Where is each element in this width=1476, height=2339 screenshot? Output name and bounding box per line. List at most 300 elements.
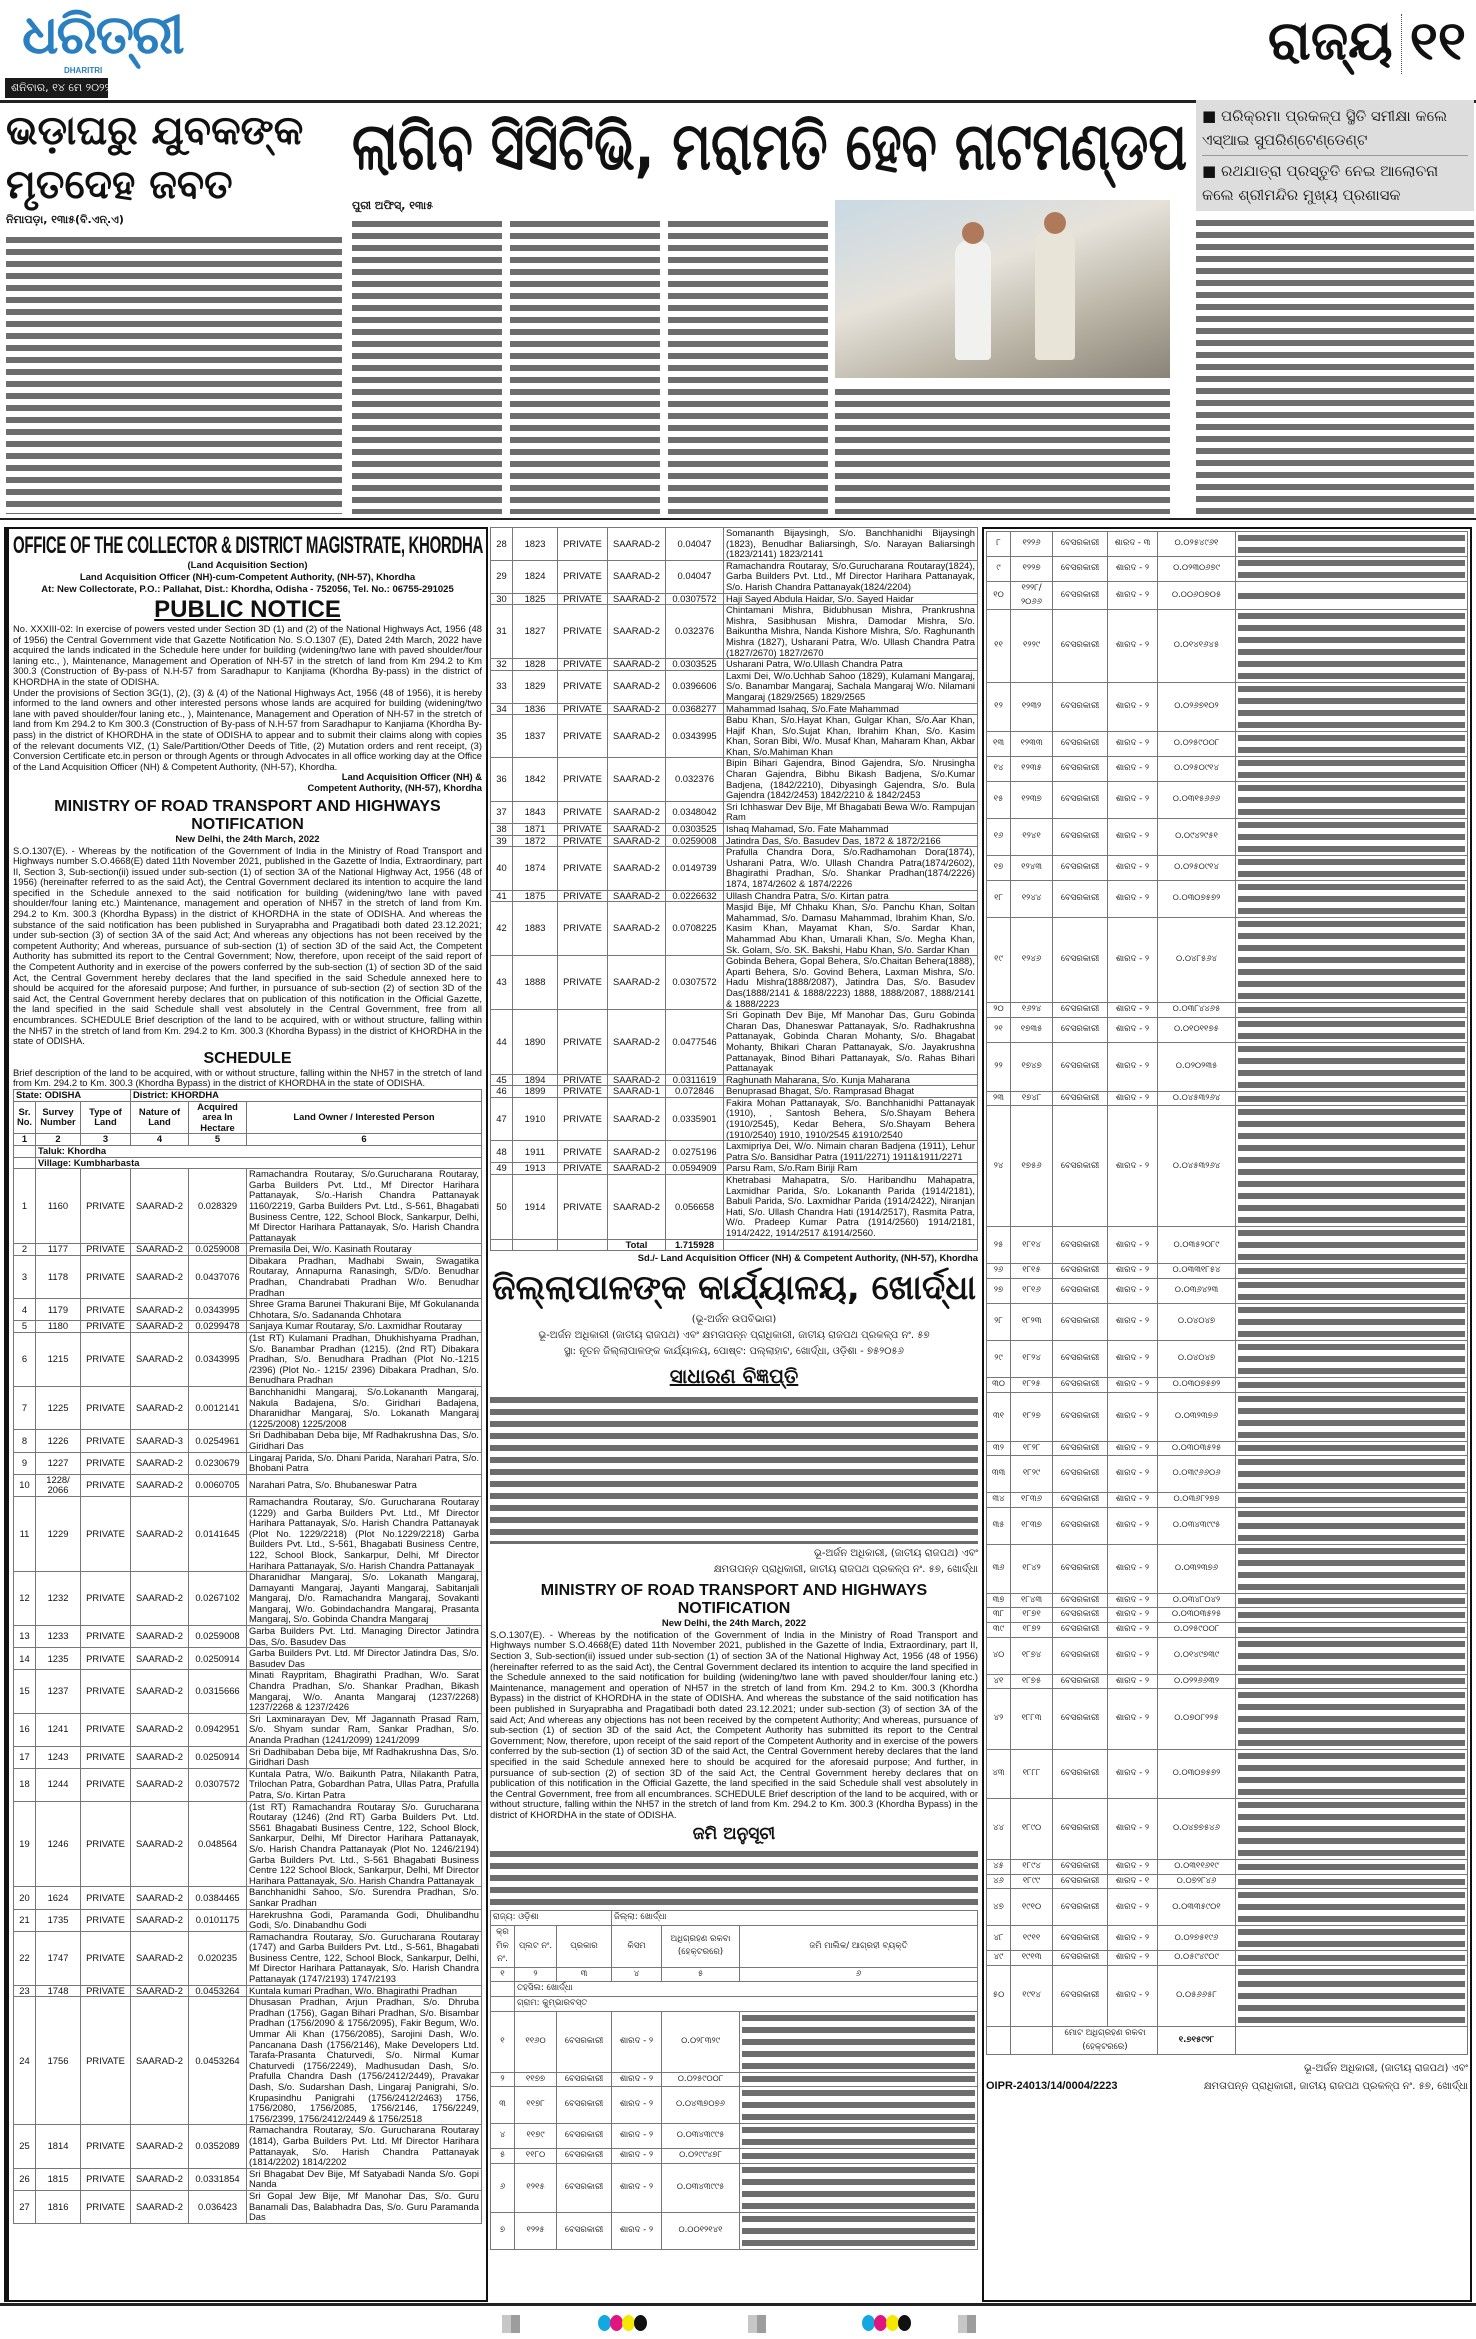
land-nature-cell: SAARAD-2 [608, 703, 666, 715]
area-cell: 0.0060705 [189, 1474, 247, 1496]
col-number: 1 [14, 1134, 36, 1146]
land-type-cell: PRIVATE [81, 1321, 131, 1333]
land-type-cell: ବେସରକାରୀ [557, 2212, 612, 2249]
main-story-body-col2 [510, 218, 660, 514]
area-cell: 0.0315666 [189, 1670, 247, 1713]
table-row [491, 890, 978, 902]
survey-number-cell: ୧୬୨୪ [1011, 1003, 1053, 1018]
serial-cell: 35 [491, 715, 513, 758]
survey-number-cell: 1748 [36, 1985, 81, 1997]
serial-cell: ୬ [491, 2163, 515, 2212]
area-cell: ୦.୦୨୫୪୯୬୧ [1158, 532, 1236, 557]
serial-cell: ୧୩ [987, 732, 1011, 757]
ministry-title-repeat: MINISTRY OF ROAD TRANSPORT AND HIGHWAYS [540, 1581, 928, 1599]
survey-number-cell: 1871 [513, 824, 558, 836]
land-nature-cell: ଶାରଦ - ୨ [1108, 1042, 1158, 1091]
land-type-cell: PRIVATE [558, 1074, 608, 1086]
serial-cell: ୩୮ [987, 1608, 1011, 1623]
land-type-cell: PRIVATE [558, 758, 608, 801]
land-nature-cell: SAARAD-2 [131, 1909, 189, 1931]
land-nature-cell: ଶାରଦ - ୨ [1108, 1593, 1158, 1608]
area-cell: ୦.୦୧୪୯୭୩୯ [1158, 1637, 1236, 1674]
taluk-label: Taluk: Khordha [36, 1145, 482, 1157]
serial-cell: ୩୯ [987, 1622, 1011, 1637]
serial-cell: 5 [14, 1321, 36, 1333]
serial-cell: ୨୨ [987, 1042, 1011, 1091]
land-type-cell: ବେସରକାରୀ [1053, 1889, 1108, 1926]
area-cell: 0.0708225 [666, 902, 724, 956]
odia-owner-cell [740, 2124, 978, 2149]
owner-cell: Ramachandra Routaray, S/o. Gurucharana Routaray (1229) and Garba Builders Pvt. Ltd., Mf Director Harihara Pattanayak, S/o. Harish Chandra Pattanayak (Plot No. 1229/2218) (Plot No.1229/2218) Garba Builders Pvt. Ltd., S-561, Bhagabati Business Centre, 122, School Block, Sankarpur, Delhi, Mf Director Harihara Pattanayak, S/o. Harish Chandra Pattanayak [247, 1496, 482, 1571]
area-cell: 0.0254961 [189, 1430, 247, 1452]
owner-cell: Garba Builders Pvt. Ltd. Managing Director Jatindra Das, S/o. Basudev Das [247, 1626, 482, 1648]
odia-table-row [987, 1608, 1468, 1623]
survey-number-cell: 1913 [513, 1163, 558, 1175]
land-type-cell: PRIVATE [558, 890, 608, 902]
odia-owner-cell [740, 2149, 978, 2164]
notification-body: S.O.1307(E). - Whereas by the notification of the Government of India in the Ministry of Road Transport and Highways number S.O.4668(E) dated 11th November 2021, published in the Gazette of India, Extraordinary, part II, Section 3, Sub-section(ii) issued under sub-section (1) of section 3A of the National Highway Act, 1956 (48 of 1956) (hereinafter referred to as the said Act), the Central Government declared its intention to acquire the land specified in the Schedule annexed to the said notification for building (widening/two lane with paved shoulder/four laning etc.) Maintenance, management and operation of NH57 in the stretch of land from Km. 294.2 to Km. 300.3 (Khordha Bypass) in the district of KHORDHA in the state of ODISHA. And whereas the substance of the said notification has been published in Suryaprabha and Pragatibadi both dated 23.12.2021; under sub-section (3) of section 3A of the said Act; And whereas any objections has not been received by the competent Authority; And whereas, pursuance of sub-section (1) of section 3D of the said Act, the Competent Authority has submitted its report to the Central Government; Now, therefore, upon receipt of the said report of the Competent Authority and in exercise of the powers conferred by the sub-section (1) of section 3D of the said Act, the Central Government hereby declares that the land specified in the said Schedule annexed here to should be acquired for the aforesaid purpose; And further, in pursuance of sub-section (2) of section 3D of the said Act, the Central Government hereby declares that on publication of this notification in the Official Gazette, the land specified in the said Schedule shall vest absolutely in the Central Government, free from all encumbrances. SCHEDULE Brief description of the land to be acquired, with or without structure, falling within the NH57 in the stretch of land from Km. 294.2 to Km. 300.3 (Khordha Bypass) in the district of KHORDHA in the state of ODISHA. [13, 844, 482, 1047]
survey-number-cell: ୧୭୪୮ [1011, 1091, 1053, 1106]
table-row [491, 1175, 978, 1240]
odia-table-row [987, 1674, 1468, 1689]
odia-table-row [987, 856, 1468, 881]
land-type-cell: PRIVATE [558, 605, 608, 659]
serial-cell: 47 [491, 1097, 513, 1140]
owner-text-lines [1238, 1379, 1465, 1391]
area-cell: ୦.୦୨୫୦୯୧୪ [1158, 757, 1236, 782]
odia-table-row [987, 1507, 1468, 1544]
owner-cell: Gobinda Behera, Gopal Behera, S/o.Chaitan Behera(1888), Aparti Behera, S/o. Govind Behera, Laxman Mishra, S/o. Hadu Mishra(1888/2087), Jatindra Das, S/o. Basudev Das(1888/2141 & 1888/2223) 1888, 1888/2087, 1888/2141 & 1888/2223 [724, 956, 978, 1010]
land-type-cell: ବେସରକାରୀ [1053, 582, 1108, 610]
land-nature-cell: SAARAD-2 [131, 1887, 189, 1909]
land-nature-cell: ଶାରଦ - ୨ [1108, 1926, 1158, 1951]
area-cell: ୦.୦୦୬୦୭୦୫ [1158, 582, 1236, 610]
land-type-cell: PRIVATE [81, 1452, 131, 1474]
survey-number-cell: ୧୮୯୪ [1011, 1860, 1053, 1875]
owner-text-lines [1238, 732, 1465, 756]
table-row [14, 1909, 482, 1931]
area-cell: ୦.୦୯୪୨୯୫୧ [1158, 819, 1236, 856]
land-nature-cell: SAARAD-2 [131, 1387, 189, 1430]
land-nature-cell: SAARAD-2 [131, 1299, 189, 1321]
area-cell: 0.0259008 [189, 1626, 247, 1648]
odia-table-row [987, 1303, 1468, 1340]
table-row [491, 593, 978, 605]
col-header: ପ୍ରକାର [557, 1926, 612, 1968]
land-type-cell: PRIVATE [81, 1474, 131, 1496]
owner-cell: Ishaq Mahamad, S/o. Fate Mahammad [724, 824, 978, 836]
survey-number-cell: 1843 [513, 801, 558, 823]
table-row [491, 703, 978, 715]
left-story [6, 104, 342, 514]
owner-text-lines [1238, 1494, 1465, 1506]
odia-owner-cell [1236, 1264, 1468, 1279]
odia-table-row [987, 1622, 1468, 1637]
col-number: 6 [247, 1134, 482, 1146]
table-row [14, 1801, 482, 1887]
area-cell: 0.0230679 [189, 1452, 247, 1474]
table-row [14, 2190, 482, 2223]
land-type-cell: ବେସରକାରୀ [1053, 1303, 1108, 1340]
odia-table-row [987, 1874, 1468, 1889]
table-row [491, 1010, 978, 1075]
survey-number-cell: 1899 [513, 1086, 558, 1098]
land-nature-cell: SAARAD-2 [608, 715, 666, 758]
area-cell: 0.0453264 [189, 1985, 247, 1997]
table-row [491, 1074, 978, 1086]
notification-title-repeat: NOTIFICATION [677, 1599, 791, 1617]
owner-text-lines [1238, 1265, 1465, 1277]
land-type-cell: ବେସରକାରୀ [1053, 1091, 1108, 1106]
owner-cell: Fakira Mohan Pattanayak, S/o. Banchhanidhi Pattanayak (1910), , Santosh Behera, S/o.Shayam Behera (1910/2545), Kedar Behera, S/o.Shayam Behera (1910/2540) 1910, 1910/2545 &1910/2540 [724, 1097, 978, 1140]
land-type-cell: ବେସରକାରୀ [1053, 881, 1108, 918]
land-nature-cell: SAARAD-2 [608, 560, 666, 593]
odia-table-row [491, 2124, 978, 2149]
owner-text-lines [742, 2213, 975, 2249]
land-type-cell: PRIVATE [81, 1909, 131, 1931]
area-cell: 0.0307572 [666, 956, 724, 1010]
survey-number-cell: 1747 [36, 1931, 81, 1985]
land-type-cell: PRIVATE [558, 1175, 608, 1240]
highlight-1: ■ ପରିକ୍ରମା ପ୍ରକଳ୍ପ ସ୍ଥିତି ସମୀକ୍ଷା କଲେ ଏସ୍ଆଇ ସୁପରିଣ୍ଟେଣ୍ଡେଣ୍ଟ [1202, 107, 1448, 149]
area-cell: 0.0343995 [189, 1299, 247, 1321]
land-nature-cell: SAARAD-2 [608, 593, 666, 605]
odia-owner-cell [1236, 1965, 1468, 2026]
area-cell: ୦.୦୭୦୮୨୨୫ [1158, 1689, 1236, 1750]
survey-number-cell: ୧୮୨୫ [1011, 1377, 1053, 1392]
survey-number-cell: ୧୮୨୯ [1011, 1456, 1053, 1493]
owner-text-lines [1238, 1876, 1465, 1888]
notice-officer: Land Acquisition Officer (NH)-cum-Competent Authority, (NH-57), Khordha [79, 572, 416, 583]
area-cell: 0.056658 [666, 1175, 724, 1240]
owner-cell: Kuntala kumari Pradhan, W/o. Bhagirathi Pradhan [247, 1985, 482, 1997]
serial-cell: 17 [14, 1746, 36, 1768]
serial-cell: ୨୦ [987, 1003, 1011, 1018]
newspaper-logo-subtitle: DHARITRI [64, 66, 103, 75]
area-cell: 0.0477546 [666, 1010, 724, 1075]
land-nature-cell: SAARAD-2 [131, 1572, 189, 1626]
survey-number-cell: 1875 [513, 890, 558, 902]
survey-number-cell: ୧୮୮୮ [1011, 1750, 1053, 1799]
odia-owner-cell [1236, 732, 1468, 757]
odia-table-row [987, 819, 1468, 856]
survey-number-cell: 1825 [513, 593, 558, 605]
survey-number-cell: ୧୧୭୯ [515, 2124, 557, 2149]
notice-address: At: New Collectorate, P.O.: Pallahat, Dist.: Khordha, Odisha - 752056, Tel. No.: 06755-291025 [41, 584, 454, 595]
land-nature-cell: SAARAD-2 [131, 1452, 189, 1474]
area-cell: 0.0267102 [189, 1572, 247, 1626]
land-nature-cell: ଶାରଦ - ୨ [1108, 1441, 1158, 1456]
land-nature-cell: ଶାରଦ - ୨ [1108, 1278, 1158, 1303]
owner-cell: Premasila Dei, W/o. Kasinath Routaray [247, 1244, 482, 1256]
land-nature-cell: ଶାରଦ - ୨ [1108, 757, 1158, 782]
area-cell: ୦.୦୩୦୩୫୨୫ [1158, 1608, 1236, 1623]
table-row [491, 902, 978, 956]
odia-table-row [987, 1441, 1468, 1456]
owner-cell: Sri Bhagabat Dev Bije, Mf Satyabadi Nanda S/o. Gopi Nanda [247, 2168, 482, 2190]
land-type-cell: ବେସରକାରୀ [1053, 918, 1108, 1003]
serial-cell: 31 [491, 605, 513, 659]
survey-number-cell: 1824 [513, 560, 558, 593]
land-type-cell: PRIVATE [558, 1097, 608, 1140]
land-type-cell: ବେସରକାରୀ [557, 2011, 612, 2072]
land-nature-cell: ଶାରଦ - ୨ [1108, 1507, 1158, 1544]
col-number: ୧ [491, 1967, 515, 1982]
land-type-cell: ବେସରକାରୀ [1053, 1860, 1108, 1875]
survey-number-cell: 1842 [513, 758, 558, 801]
survey-number-cell: ୧୨୨୫ [515, 2212, 557, 2249]
land-type-cell: ବେସରକାରୀ [557, 2087, 612, 2124]
area-cell: ୦.୦୪୩୭୦୭୬ [662, 2087, 740, 2124]
odia-office-title: ଜିଲ୍ଲାପାଳଙ୍କ କାର୍ଯ୍ୟାଳୟ, ଖୋର୍ଦ୍ଧା [492, 1267, 976, 1308]
area-cell: ୦.୦୨୦୨୩୫ [1158, 1042, 1236, 1091]
land-type-cell: PRIVATE [558, 902, 608, 956]
land-nature-cell: SAARAD-2 [608, 956, 666, 1010]
owner-text-lines [1238, 1043, 1465, 1091]
land-type-cell: ବେସରକାରୀ [1053, 532, 1108, 557]
serial-cell: ୨୧ [987, 1017, 1011, 1042]
table-row [14, 1931, 482, 1985]
land-nature-cell: ଶାରଦ - ୨ [1108, 1392, 1158, 1441]
area-cell: ୦.୦୩୪୮୦୪୨ [1158, 1593, 1236, 1608]
land-nature-cell: ଶାରଦ - ୨ [1108, 782, 1158, 819]
main-story-headline-box [352, 104, 1187, 194]
serial-cell: 42 [491, 902, 513, 956]
land-type-cell: ବେସରକାରୀ [1053, 1689, 1108, 1750]
odia-table-row [987, 1003, 1468, 1018]
survey-number-cell: 1874 [513, 847, 558, 890]
odia-table-row [987, 1799, 1468, 1860]
survey-number-cell: ୧୮୨୭ [1011, 1392, 1053, 1441]
odia-owner-cell [1236, 819, 1468, 856]
survey-number-cell: 1244 [36, 1768, 81, 1801]
odia-table-row [987, 732, 1468, 757]
serial-cell: ୪ [491, 2124, 515, 2149]
land-type-cell: PRIVATE [81, 1244, 131, 1256]
area-cell: 0.0384465 [189, 1887, 247, 1909]
land-nature-cell: ଶାରଦ - ୨ [612, 2149, 662, 2164]
table-row [14, 2125, 482, 2168]
schedule-table-part-2 [490, 527, 978, 1251]
odia-table-row [987, 1091, 1468, 1106]
land-type-cell: PRIVATE [81, 1801, 131, 1887]
survey-number-cell: 1816 [36, 2190, 81, 2223]
col-number: ୩ [557, 1967, 612, 1982]
owner-cell: Masjid Bije, Mf Chhaku Khan, S/o. Panchu Khan, Soltan Mahammad, S/o. Damasu Mahammad, Ibrahim Khan, S/o. Kasim Khan, Mayamat Khan, S/o. Sardar Khan, Mahammad Abu Khan, Umarali Khan, S/o. Megha Khan, Sk. Golam, S/o. SK. Bakshi, Habu Khan, S/o. Sardar Khan [724, 902, 978, 956]
land-nature-cell: SAARAD-2 [608, 801, 666, 823]
land-nature-cell: ଶାରଦ - ୨ [1108, 881, 1158, 918]
survey-number-cell: 1179 [36, 1299, 81, 1321]
land-nature-cell: ଶାରଦ - ୨ [1108, 1227, 1158, 1264]
owner-cell: Sanjaya Kumar Routaray, S/o. Laxmidhar Routaray [247, 1321, 482, 1333]
survey-number-cell: ୧୧୭୭ [515, 2072, 557, 2087]
land-nature-cell: SAARAD-2 [608, 1163, 666, 1175]
table-header-row [14, 1101, 482, 1134]
survey-number-cell: 1160 [36, 1169, 81, 1244]
area-cell: 0.0303525 [666, 659, 724, 671]
owner-text-lines [1238, 1609, 1465, 1621]
area-cell: 0.0307572 [666, 593, 724, 605]
odia-owner-cell [1236, 1303, 1468, 1340]
district-cell: District: KHORDHA [131, 1089, 482, 1101]
table-row [491, 605, 978, 659]
area-cell: ୦.୦୪୦୪୭ [1158, 1340, 1236, 1377]
odia-owner-cell [740, 2087, 978, 2124]
land-type-cell: PRIVATE [81, 1746, 131, 1768]
survey-number-cell: ୧୮୭୧ [1011, 1608, 1053, 1623]
land-nature-cell: SAARAD-2 [131, 1255, 189, 1298]
owner-text-lines [1238, 1393, 1465, 1441]
odia-village: ଗ୍ରାମ: କୁମ୍ଭାରବସ୍ତ [515, 1997, 978, 2012]
section-rule [0, 518, 1476, 520]
land-nature-cell: SAARAD-2 [608, 835, 666, 847]
owner-cell: Sri Gopinath Dev Bije, Mf Manohar Das, Guru Gobinda Charan Das, Dhaneswar Pattanayak, S/o. Radhakrushna Pattanayak, Gobinda Charan Mohanty, S/o. Bhagabat Mohanty, Bhikari Charan Pattanayak, S/o. Jayakrushna Pattanayak, Binod Bihari Pattanayak, S/o. Rahas Bihari Pattanayak [724, 1010, 978, 1075]
newspaper-logo: ଧରିତ୍ରୀ [22, 2, 183, 66]
odia-table-row [987, 1392, 1468, 1441]
odia-owner-cell [1236, 757, 1468, 782]
owner-cell: Banchhanidhi Mangaraj, S/o.Lokananth Mangaraj, Nakula Badajena, S/o. Giridhari Badajena, Dharanidhar Mangaraj, S/o. Lokanath Mangaraj (1225/2008) 1225/2008 [247, 1387, 482, 1430]
land-type-cell: ବେସରକାରୀ [1053, 856, 1108, 881]
land-nature-cell: ଶାରଦ - ୨ [1108, 819, 1158, 856]
col-number: 2 [36, 1134, 81, 1146]
survey-number-cell: ୧୨୨୮/ ୨୦୬୬ [1011, 582, 1053, 610]
table-row [14, 2168, 482, 2190]
survey-number-cell: ୧୧୭୮ [515, 2087, 557, 2124]
odia-table-row [987, 918, 1468, 1003]
land-nature-cell: SAARAD-2 [131, 2190, 189, 2223]
land-nature-cell: ଶାରଦ - ୨ [1108, 1622, 1158, 1637]
odia-owner-cell [1236, 1456, 1468, 1493]
serial-cell: 14 [14, 1648, 36, 1670]
survey-number-cell: ୧୨୩୨ [1011, 683, 1053, 732]
serial-cell: ୩୨ [987, 1441, 1011, 1456]
table-row [14, 1496, 482, 1571]
land-type-cell: PRIVATE [81, 1985, 131, 1997]
serial-cell: 15 [14, 1670, 36, 1713]
land-type-cell: ବେସରକାରୀ [1053, 1227, 1108, 1264]
owner-text-lines [1238, 1595, 1465, 1607]
serial-cell: 33 [491, 670, 513, 703]
village-label: Village: Kumbharbasta [36, 1157, 482, 1169]
odia-owner-cell [1236, 1689, 1468, 1750]
land-type-cell: ବେସରକାରୀ [1053, 819, 1108, 856]
odia-schedule-title: ଜମି ଅନୁସୂଚୀ [692, 1824, 776, 1845]
survey-number-cell: ୧୮୯୯ [1011, 1874, 1053, 1889]
land-nature-cell: SAARAD-1 [608, 1086, 666, 1098]
area-cell: 0.032376 [666, 605, 724, 659]
serial-cell: ୨୮ [987, 1303, 1011, 1340]
odia-table-row [987, 1593, 1468, 1608]
survey-number-cell: 1233 [36, 1626, 81, 1648]
col-header: Survey Number [36, 1101, 81, 1134]
land-nature-cell: SAARAD-2 [131, 2125, 189, 2168]
schedule-title: SCHEDULE [203, 1049, 292, 1067]
table-row [491, 835, 978, 847]
serial-cell: ୧୫ [987, 782, 1011, 819]
area-cell: ୦.୦୪୫୩୨୬୪ [1158, 1091, 1236, 1106]
col-number: ୪ [612, 1967, 662, 1982]
survey-number-cell: 1246 [36, 1801, 81, 1887]
highlight-2: ■ ରଥଯାତ୍ରା ପ୍ରସ୍ତୁତି ନେଇ ଆଲୋଚନା କଲେ ଶ୍ରୀମନ୍ଦିର ମୁଖ୍ୟ ପ୍ରଶାସକ [1202, 162, 1439, 204]
land-nature-cell: SAARAD-2 [608, 1010, 666, 1075]
odia-table-row [987, 1017, 1468, 1042]
land-type-cell: ବେସରକାରୀ [1053, 1340, 1108, 1377]
odia-owner-cell [1236, 1042, 1468, 1091]
survey-number-cell: 1241 [36, 1713, 81, 1746]
survey-number-cell: ୧୨୪୬ [1011, 918, 1053, 1003]
area-cell: 0.0335901 [666, 1097, 724, 1140]
land-nature-cell: SAARAD-2 [608, 1097, 666, 1140]
odia-owner-cell [1236, 1003, 1468, 1018]
odia-owner-cell [1236, 1951, 1468, 1966]
land-type-cell: PRIVATE [81, 1670, 131, 1713]
serial-cell: 16 [14, 1713, 36, 1746]
owner-cell: Somananth Bijaysingh, S/o. Banchhanidhi Bijaysingh (1823), Benudhar Baliarsingh, S/o. Narayan Baliarsingh (1823/2141) 1823/2141 [724, 528, 978, 561]
area-cell: 0.0299478 [189, 1321, 247, 1333]
land-nature-cell: SAARAD-2 [131, 1997, 189, 2125]
owner-cell: Chintamani Mishra, Bidubhusan Mishra, Prankrushna Mishra, Sasibhusan Mishra, Damodar Mishra, S/o. Baikuntha Mishra, Nanda Kishore Mishra, S/o. Raghunanth Mishra (1827), Usharani Patra, W/o. Ullash Chandra Patra (1827/2670) 1827/2670 [724, 605, 978, 659]
owner-text-lines [1238, 1004, 1465, 1016]
land-nature-cell: ଶାରଦ - ୨ [1108, 1951, 1158, 1966]
land-nature-cell: SAARAD-2 [131, 1713, 189, 1746]
land-nature-cell: SAARAD-2 [608, 1141, 666, 1163]
land-nature-cell: ଶାରଦ - ୨ [1108, 557, 1158, 582]
owner-cell: Ullash Chandra Patra, S/o. Kirtan patra [724, 890, 978, 902]
table-row [14, 1474, 482, 1496]
land-type-cell: ବେସରକାରୀ [1053, 1278, 1108, 1303]
land-type-cell: PRIVATE [81, 1626, 131, 1648]
odia-section: (ଭୂ-ଅର୍ଜନ ଉପବିଭାଗ) [691, 1313, 777, 1325]
land-type-cell: ବେସରକାରୀ [1053, 1544, 1108, 1593]
land-nature-cell: SAARAD-2 [131, 1746, 189, 1768]
serial-cell: ୭ [491, 2212, 515, 2249]
odia-table-row [987, 1042, 1468, 1091]
serial-cell: ୪୪ [987, 1799, 1011, 1860]
owner-text-lines [1238, 557, 1465, 581]
middle-notice-column [490, 527, 978, 2302]
area-cell: 0.0250914 [189, 1746, 247, 1768]
land-nature-cell: SAARAD-2 [608, 847, 666, 890]
survey-number-cell: 1890 [513, 1010, 558, 1075]
survey-number-cell: ୧୮୭୨ [1011, 1622, 1053, 1637]
owner-cell: Laxmi Dei, W/o.Uchhab Sahoo (1829), Kulamani Mangaraj, S/o. Banambar Mangaraj, Sachala Mangaraj W/o. Nilamani Mangaraj (1829/2565) 1829/2565 [724, 670, 978, 703]
owner-text-lines [1238, 1279, 1465, 1303]
total-area: 1.715928 [666, 1239, 724, 1251]
survey-number-cell: ୧୨୨୬ [1011, 532, 1053, 557]
land-nature-cell: ଶାରଦ - ୨ [1108, 1303, 1158, 1340]
odia-owner-cell [1236, 1622, 1468, 1637]
land-nature-cell: SAARAD-2 [608, 528, 666, 561]
odia-owner-cell [1236, 881, 1468, 918]
owner-cell: Dibakara Pradhan, Madhabi Swain, Swagatika Routaray, Annapurna Ranasingh, S/D/o. Benudhar Pradhan, Chandrabati Pradhan W/o. Benudhar Pradhan [247, 1255, 482, 1298]
survey-number-cell: 1178 [36, 1255, 81, 1298]
area-cell: 0.0343995 [189, 1333, 247, 1387]
land-nature-cell: SAARAD-2 [608, 758, 666, 801]
survey-number-cell: 1180 [36, 1321, 81, 1333]
odia-table-row [987, 881, 1468, 918]
serial-cell: 19 [14, 1801, 36, 1887]
area-cell: ୦.୦୧୪୧୬୪୫ [1158, 610, 1236, 683]
serial-cell: ୨୬ [987, 1264, 1011, 1279]
serial-cell: ୪୭ [987, 1889, 1011, 1926]
owner-text-lines [1238, 1093, 1465, 1105]
area-cell: ୦.୦୩୦୭୫୭୨ [1158, 1750, 1236, 1799]
owner-text-lines [1238, 1545, 1465, 1593]
survey-number-cell: ୧୨୪୪ [1011, 881, 1053, 918]
land-nature-cell: ଶାରଦ - ୨ [1108, 1377, 1158, 1392]
land-type-cell: ବେସରକାରୀ [1053, 1965, 1108, 2026]
odia-owner-cell [1236, 1017, 1468, 1042]
